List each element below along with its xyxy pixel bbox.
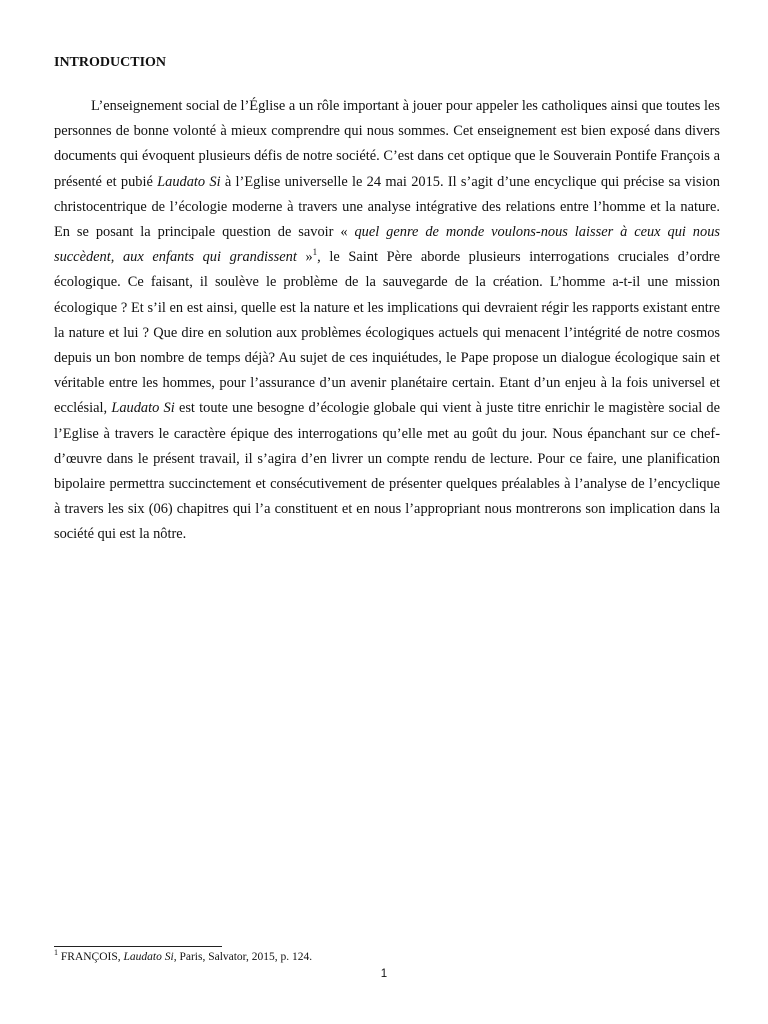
paragraph-text: est toute une besogne d’écologie globale qui vient à juste titre enrichir le magistère social de l’Eglise à travers le caractère épique des interrogations qu’elle met au goût du jour. Nous épanchant sur ce chef-d’œuvre dans le présent travail, il s’agira d’en livrer un compte rendu de lecture. Pour ce faire, une planification bipolaire permettra succinctement et consécutivement de présenter quelques préalables à l’analyse de l’encyclique à travers les six (06) chapitres qui l’a constituent et en nous l’appropriant nous montrerons son implication dans la société qui est la nôtre. xyxy=(54,400,720,543)
paragraph-text: , le Saint Père aborde plusieurs interrogations cruciales d’ordre écologique. Ce faisant, il soulève le problème de la sauvegarde de la création. L’homme a-t-il une mission écologique ? Et s’il en est ainsi, quelle est la nature et les implications qui devraient régir les rapports existant entre la nature et lui ? Que dire en solution aux problèmes écologiques actuels qui menacent l’intégrité de notre cosmos depuis un bon nombre de temps déjà? Au sujet de ces inquiétudes, le Pape propose un dialogue écologique sain et véritable entre les hommes, pour l’assurance d’un avenir planétaire certain. Etant d’un enjeu à la fois universel et ecclésial, xyxy=(54,249,720,417)
footnote-author: FRANÇOIS, xyxy=(58,951,124,963)
paragraph-text: L’enseignement social de l’Église a un rôle important à jouer pour appeler les catholiques ainsi que toutes les personnes de bonne volonté à mieux comprendre qui nous sommes. Cet enseignement est bien exposé dans divers documents qui évoquent plusieurs défis de notre société. C’est dans cet optique que le Souverain Pontife François a présenté et pubié xyxy=(54,98,720,190)
footnote-separator xyxy=(54,946,222,947)
footnote-reference[interactable]: 1 xyxy=(312,247,318,258)
paragraph-text: » xyxy=(296,249,313,266)
footnote-title: Laudato Si xyxy=(123,951,174,963)
body-paragraph xyxy=(54,94,720,548)
paragraph-text: à l’Eglise universelle le 24 mai 2015. Il s’agit d’une encyclique qui précise sa vision christocentrique de l’écologie moderne à travers une analyse intégrative des relations entre l’homme et la nature. En se posant la principale question de savoir « xyxy=(54,173,720,241)
italic-title: Laudato Si xyxy=(111,400,175,417)
italic-quote: quel genre de monde voulons-nous laisser à ceux qui nous succèdent, aux enfants qui grandissent xyxy=(54,224,720,266)
footnote-number: 1 xyxy=(54,948,58,958)
footnote-details: , Paris, Salvator, 2015, p. 124. xyxy=(173,951,313,963)
italic-title: Laudato Si xyxy=(157,173,221,190)
section-heading: INTRODUCTION xyxy=(54,55,167,70)
page-number: 1 xyxy=(380,968,388,980)
footnote xyxy=(54,950,312,964)
